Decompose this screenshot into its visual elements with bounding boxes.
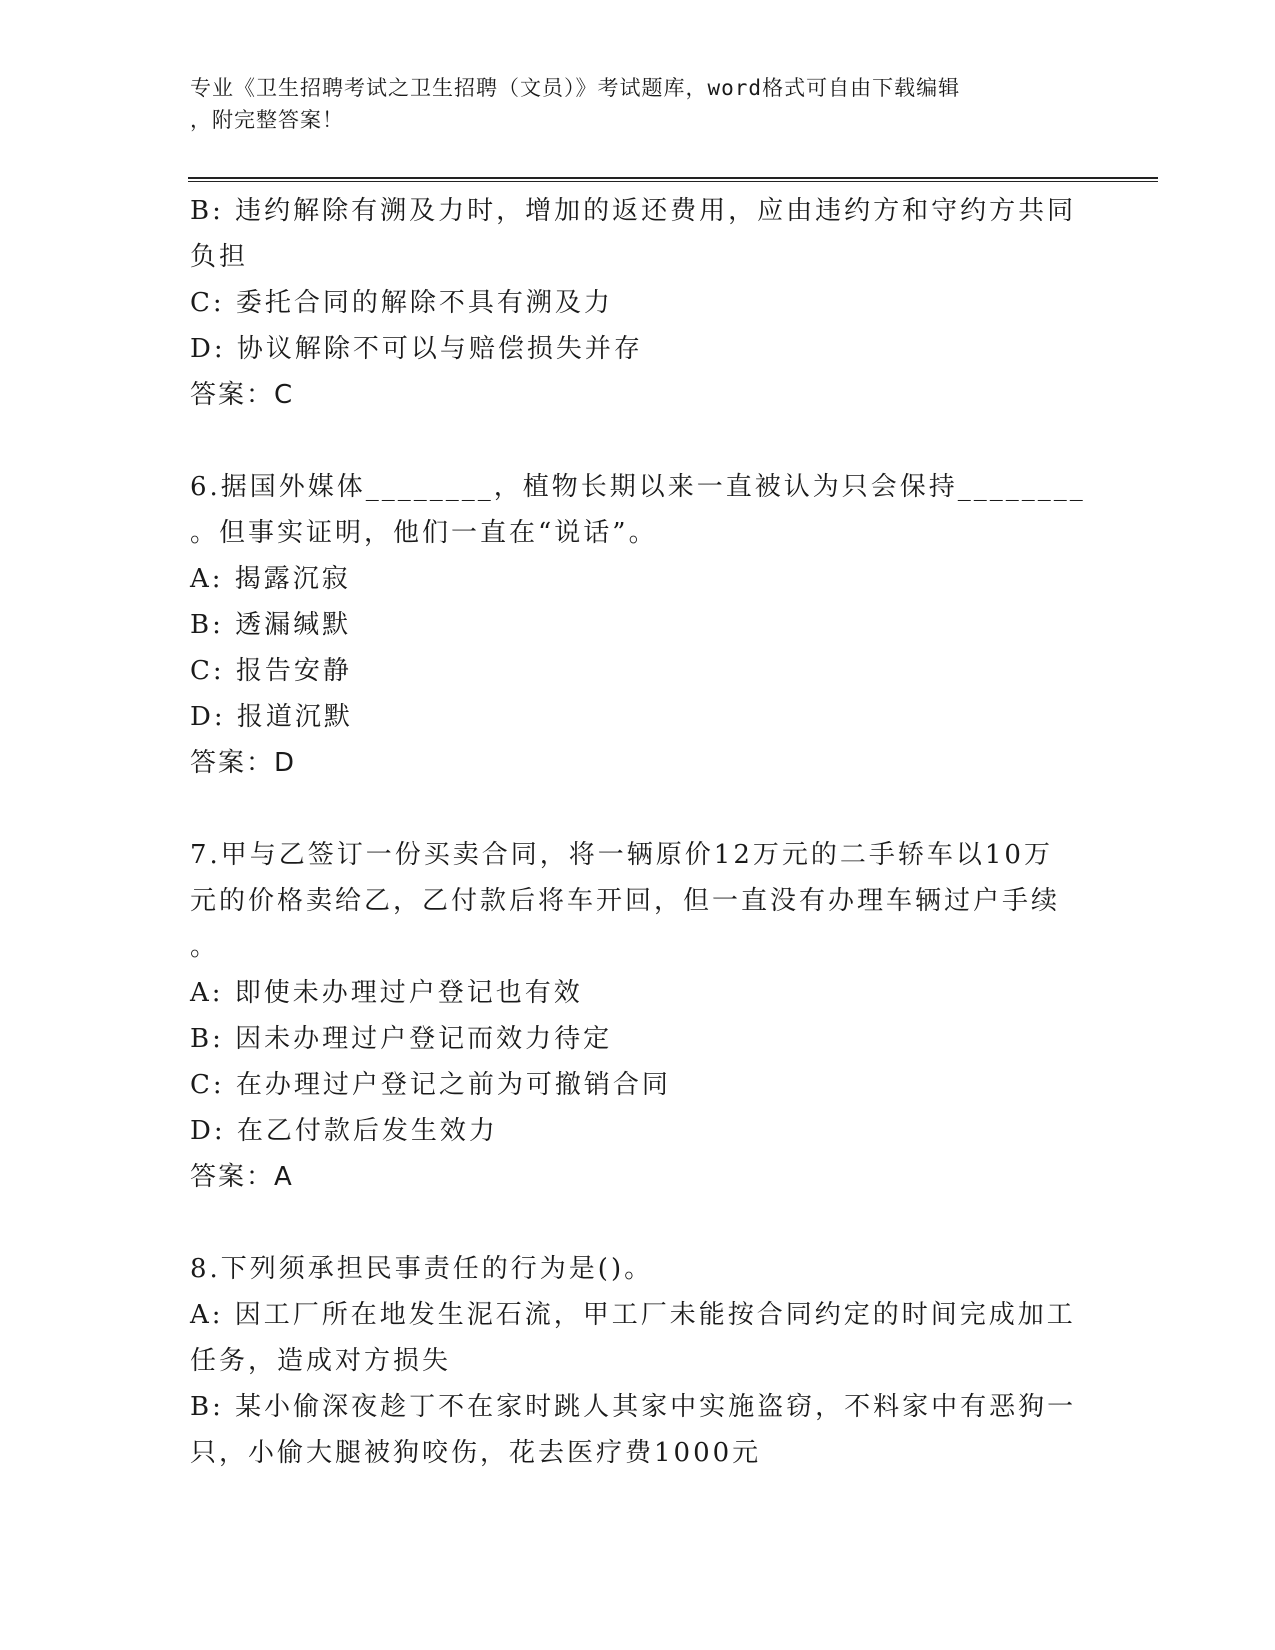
option-b-line-2: 负担 — [190, 242, 249, 272]
question-stem: 8.下列须承担民事责任的行为是()。 — [190, 1254, 654, 1284]
question-stem-line-2: 。但事实证明，他们一直在“说话”。 — [190, 518, 658, 548]
option-a: A: 即使未办理过户登记也有效 — [190, 978, 583, 1008]
answer: 答案：D — [190, 748, 297, 778]
option-a-line-2: 任务，造成对方损失 — [190, 1346, 452, 1376]
question-6 — [190, 464, 1090, 786]
option-b: B: 透漏缄默 — [190, 610, 352, 640]
spacer — [190, 418, 1090, 464]
spacer — [190, 786, 1090, 832]
question-stem-line-1: 6.据国外媒体________，植物长期以来一直被认为只会保持________ — [190, 472, 1086, 502]
question-list — [190, 188, 1090, 1476]
option-d: D: 协议解除不可以与赔偿损失并存 — [190, 334, 643, 364]
answer: 答案：A — [190, 1162, 294, 1192]
option-c: C: 在办理过户登记之前为可撤销合同 — [190, 1070, 671, 1100]
spacer — [190, 1200, 1090, 1246]
option-b: B: 因未办理过户登记而效力待定 — [190, 1024, 613, 1054]
question-stem-line-1: 7.甲与乙签订一份买卖合同，将一辆原价12万元的二手轿车以10万 — [190, 840, 1053, 870]
option-b-line-2: 只，小偷大腿被狗咬伤，花去医疗费1000元 — [190, 1438, 762, 1468]
question-5-partial — [190, 188, 1090, 418]
option-a-line-1: A: 因工厂所在地发生泥石流，甲工厂未能按合同约定的时间完成加工 — [190, 1300, 1076, 1330]
question-7 — [190, 832, 1090, 1200]
header-line-1: 专业《卫生招聘考试之卫生招聘（文员）》考试题库，word格式可自由下载编辑 — [190, 76, 961, 100]
option-c: C: 委托合同的解除不具有溯及力 — [190, 288, 613, 318]
document-header — [190, 72, 1090, 136]
question-8 — [190, 1246, 1090, 1476]
option-c: C: 报告安静 — [190, 656, 352, 686]
question-stem-line-2: 元的价格卖给乙，乙付款后将车开回，但一直没有办理车辆过户手续 — [190, 886, 1061, 916]
option-b-line-1: B: 某小偷深夜趁丁不在家时跳人其家中实施盗窃，不料家中有恶狗一 — [190, 1392, 1077, 1422]
option-d: D: 报道沉默 — [190, 702, 353, 732]
header-line-2: ，附完整答案！ — [190, 108, 344, 132]
answer: 答案：C — [190, 380, 295, 410]
option-a: A: 揭露沉寂 — [190, 564, 351, 594]
question-stem-line-3: 。 — [190, 932, 220, 962]
option-d: D: 在乙付款后发生效力 — [190, 1116, 498, 1146]
header-divider — [188, 177, 1158, 182]
option-b-line-1: B: 违约解除有溯及力时，增加的返还费用，应由违约方和守约方共同 — [190, 196, 1077, 226]
